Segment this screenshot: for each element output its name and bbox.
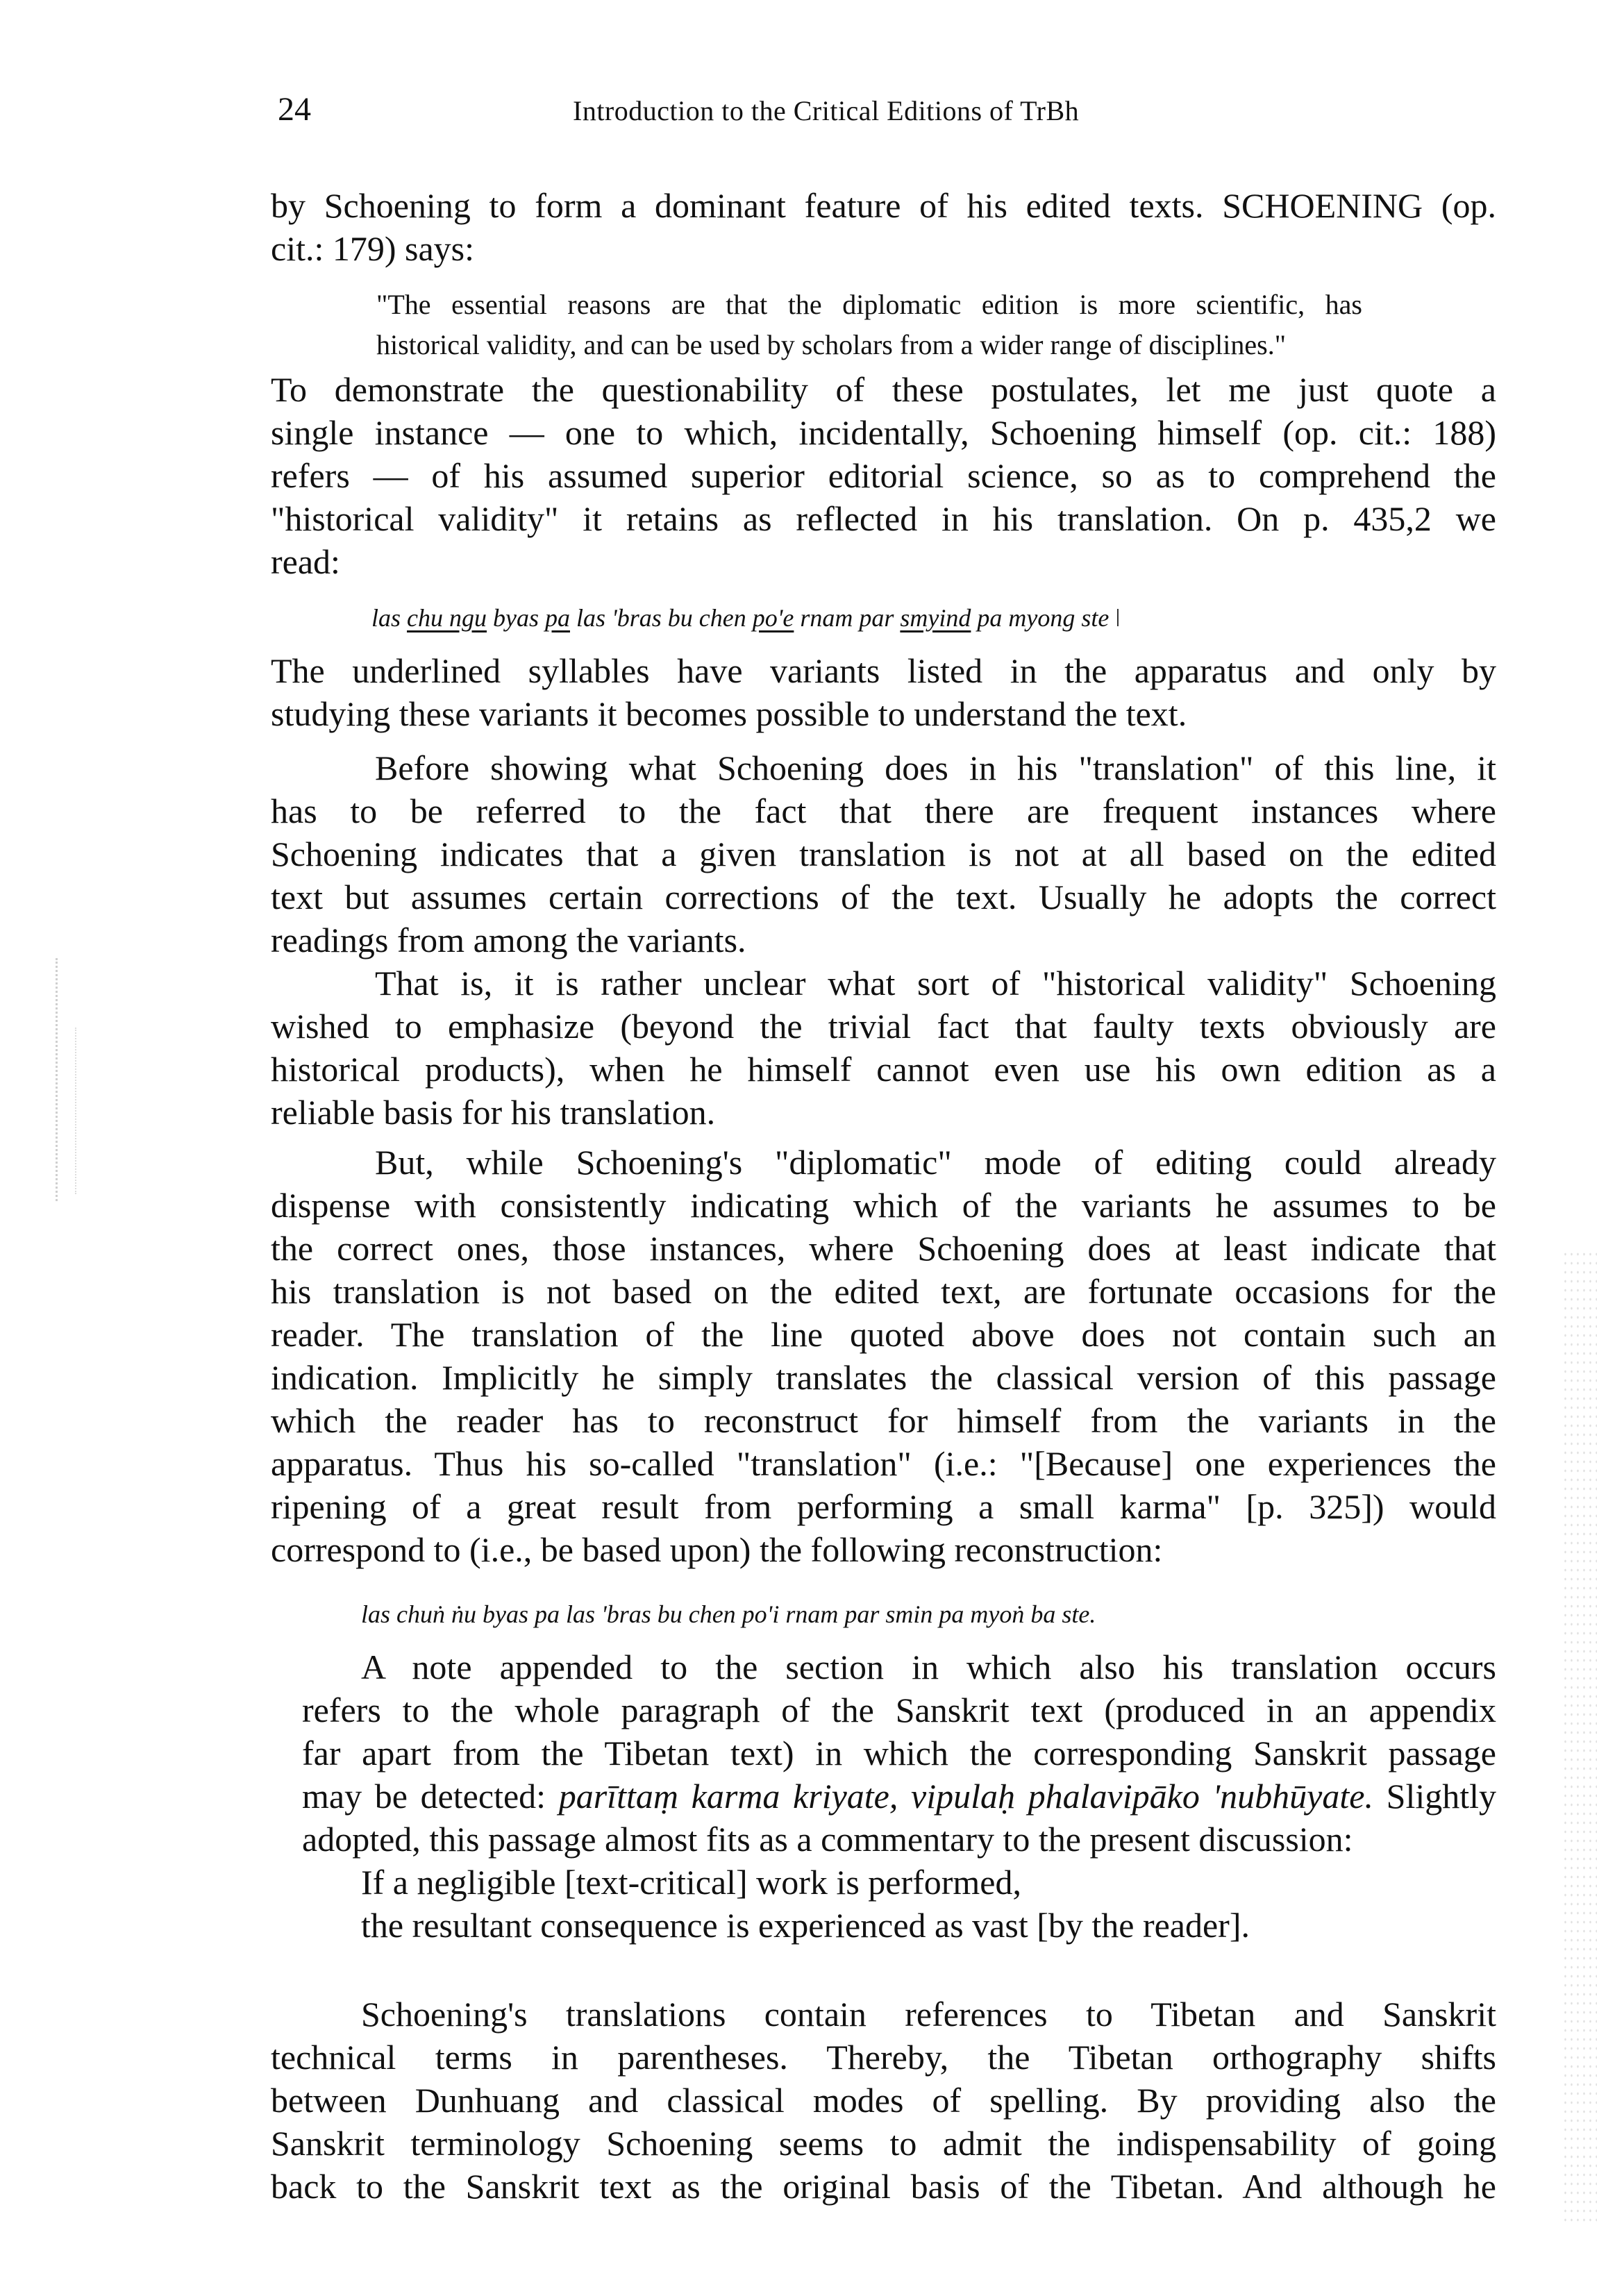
text-line: But, while Schoening's "diplomatic" mode of editing could already [375, 1143, 1496, 1182]
page-number: 24 [278, 91, 311, 128]
paragraph-intro [271, 184, 1496, 270]
text-line: studying these variants it becomes possible to understand the text. [271, 694, 1187, 733]
tibetan-quote-underlined [371, 601, 1121, 635]
tibetan-segment: rnam par [794, 604, 901, 632]
block-quote [376, 285, 1362, 365]
text-line: correspond to (i.e., be based upon) the following reconstruction: [271, 1530, 1163, 1569]
text-line: read: [271, 542, 340, 581]
paragraph-demonstration [271, 368, 1496, 583]
text-line: which the reader has to reconstruct for himself from the variants in the [271, 1401, 1496, 1440]
text-line: indication. Implicitly he simply translates the classical version of this passage [271, 1358, 1496, 1397]
text-line: To demonstrate the questionability of these postulates, let me just quote a [271, 370, 1496, 409]
underlined-syllable: po'e [752, 604, 794, 632]
text-segment: Slightly [1373, 1777, 1497, 1816]
text-line [302, 1775, 1496, 1818]
text-line: ripening of a great result from performing a small karma" [p. 325]) would [271, 1487, 1496, 1526]
text-line: A note appended to the section in which also his translation occurs [361, 1648, 1496, 1686]
text-line: apparatus. Thus his so-called "translation" (i.e.: "[Because] one experiences the [271, 1444, 1496, 1483]
running-title: Introduction to the Critical Editions of TrBh [573, 95, 1080, 126]
text-line: far apart from the Tibetan text) in which the corresponding Sanskrit passage [302, 1734, 1496, 1773]
text-line: "historical validity" it retains as reflected in his translation. On p. 435,2 we [271, 499, 1496, 538]
text-line: technical terms in parentheses. Thereby, the Tibetan orthography shifts [271, 2038, 1496, 2077]
paragraph-translations [271, 1993, 1496, 2208]
sanskrit-passage: parīttaṃ karma kriyate, vipulaḥ phalavipāko 'nubhūyate. [558, 1777, 1373, 1816]
quote-line: "The essential reasons are that the diplomatic edition is more scientific, has [376, 289, 1362, 320]
underlined-syllable: pa [545, 604, 570, 632]
tibetan-segment: byas [487, 604, 545, 632]
text-line: refers to the whole paragraph of the Sanskrit text (produced in an appendix [302, 1691, 1496, 1729]
text-line: The underlined syllables have variants listed in the apparatus and only by [271, 651, 1496, 690]
text-line: refers — of his assumed superior editorial science, so as to comprehend the [271, 456, 1496, 495]
text-line: Schoening's translations contain references to Tibetan and Sanskrit [361, 1995, 1496, 2034]
text-line: adopted, this passage almost fits as a commentary to the present discussion: [302, 1820, 1353, 1859]
text-line: wished to emphasize (beyond the trivial fact that faulty texts obviously are [271, 1007, 1496, 1046]
text-line: Schoening indicates that a given translation is not at all based on the edited [271, 835, 1496, 873]
text-line: the correct ones, those instances, where Schoening does at least indicate that [271, 1229, 1496, 1268]
text-line: That is, it is rather unclear what sort of "historical validity" Schoening [375, 964, 1496, 1003]
text-line: has to be referred to the fact that there are frequent instances where [271, 791, 1496, 830]
text-line: historical products), when he himself cannot even use his own edition as a [271, 1050, 1496, 1089]
text-line: his translation is not based on the edited text, are fortunate occasions for the [271, 1272, 1496, 1311]
text-segment: may be detected: [302, 1777, 559, 1816]
text-line: Before showing what Schoening does in his "translation" of this line, it [375, 748, 1496, 787]
text-line: readings from among the variants. [271, 921, 746, 960]
underlined-syllable: chu ngu [407, 604, 487, 632]
paragraph-underlined-note [271, 649, 1496, 735]
verse-block [361, 1861, 1250, 1947]
underlined-syllable: smyind [900, 604, 971, 632]
quote-line: historical validity, and can be used by scholars from a wider range of disciplines." [376, 329, 1287, 360]
text-line: dispense with consistently indicating which of the variants he assumes to be [271, 1186, 1496, 1225]
verse-line: the resultant consequence is experienced as vast [by the reader]. [361, 1906, 1250, 1945]
paragraph-diplomatic-mode [271, 1141, 1496, 1571]
scan-edge-noise [1562, 1250, 1597, 2222]
text-line: Sanskrit terminology Schoening seems to admit the indispensability of going [271, 2124, 1496, 2163]
verse-line: If a negligible [text-critical] work is performed, [361, 1863, 1022, 1902]
text-line: reliable basis for his translation. [271, 1093, 716, 1132]
scan-margin-marks [56, 958, 72, 1201]
text-line: cit.: 179) says: [271, 229, 475, 268]
text-line: between Dunhuang and classical modes of spelling. By providing also the [271, 2081, 1496, 2120]
paragraph-historical-validity [271, 962, 1496, 1134]
text-line: back to the Sanskrit text as the original basis of the Tibetan. And although he [271, 2167, 1496, 2206]
text-line: single instance — one to which, incidentally, Schoening himself (op. cit.: 188) [271, 413, 1496, 452]
tibetan-segment: las 'bras bu chen [570, 604, 753, 632]
paragraph-note-appended [302, 1645, 1496, 1861]
text-line: by Schoening to form a dominant feature of his edited texts. SCHOENING (op. [271, 186, 1496, 225]
tibetan-segment: pa myong ste ǀ [971, 604, 1121, 632]
text-line: reader. The translation of the line quoted above does not contain such an [271, 1315, 1496, 1354]
tibetan-reconstruction: las chuṅ ṅu byas pa las 'bras bu chen po'i rnam par smin pa myoṅ ba ste. [361, 1600, 1096, 1628]
text-line: text but assumes certain corrections of the text. Usually he adopts the correct [271, 878, 1496, 916]
scan-margin-marks [75, 1028, 90, 1194]
tibetan-segment: las [371, 604, 408, 632]
paragraph-before-showing [271, 746, 1496, 962]
